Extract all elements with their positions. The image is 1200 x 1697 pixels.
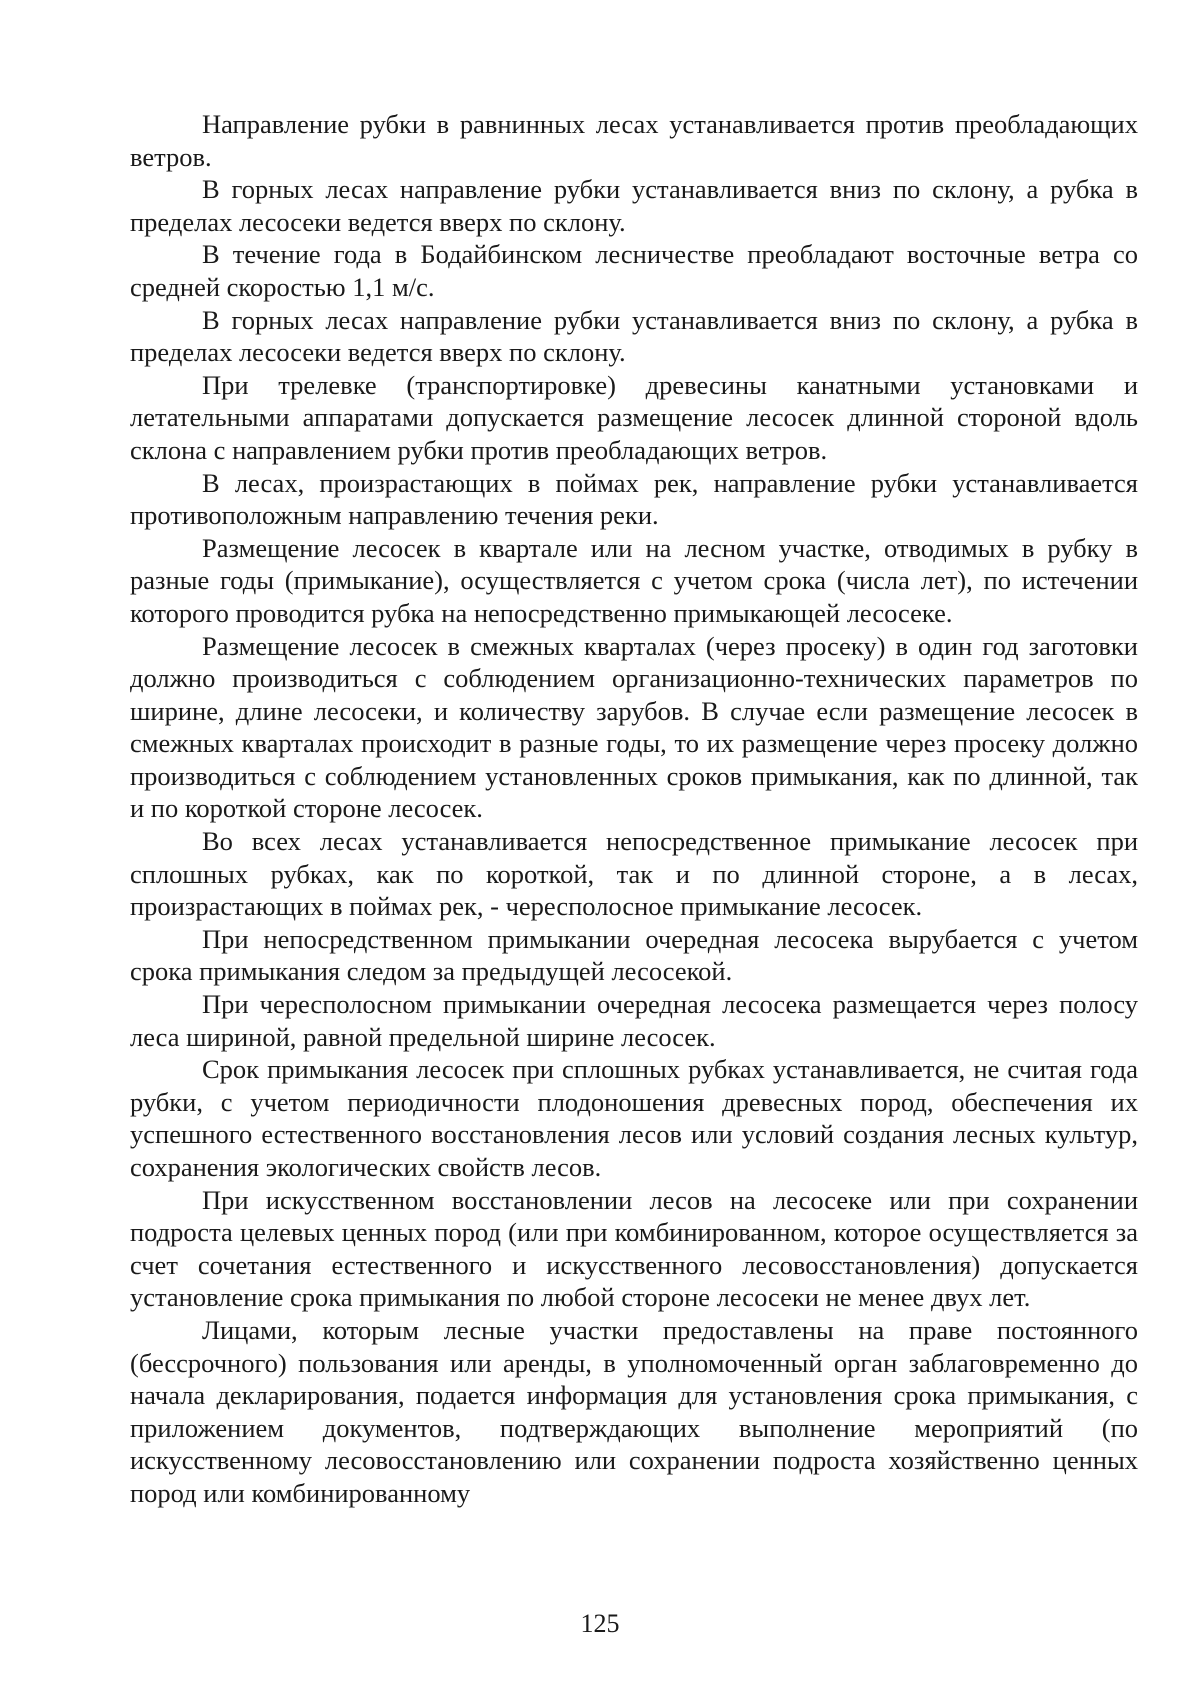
paragraph-mountain-forests: В горных лесах направление рубки устанавливается вниз по склону, а рубка в пределах лесосеки ведется вверх по склону.: [130, 174, 1138, 237]
paragraph-mountain-forests-repeat: В горных лесах направление рубки устанавливается вниз по склону, а рубка в пределах лесосеки ведется вверх по склону.: [130, 304, 1138, 368]
document-body: [130, 108, 1138, 1510]
paragraph-direct-adjacency: Во всех лесах устанавливается непосредственное примыкание лесосек при сплошных рубках, как по короткой, так и по длинной стороне, а в лесах, произрастающих в поймах рек, - чересполосное примыкание лесосек.: [130, 826, 1138, 922]
paragraph-adjacent-quarters: Размещение лесосек в смежных кварталах (через просеку) в один год заготовки должно производиться с соблюдением организационно-технических параметров по ширине, длине лесосеки, и количеству зарубов. В случае если размещение лесосек в смежных кварталах происходит в разные годы, то их размещение через просеку должно производиться с соблюдением установленных сроков примыкания, как по длинной, так и по короткой стороне лесосек.: [130, 630, 1138, 824]
page-number: 125: [580, 1609, 620, 1638]
paragraph-adjacency-term: Срок примыкания лесосек при сплошных рубках устанавливается, не считая года рубки, с учетом периодичности плодоношения древесных пород, обеспечения их успешного естественного восстановления лесов или условий создания лесных культур, сохранения экологических свойств лесов.: [130, 1054, 1138, 1182]
paragraph-artificial-restoration: При искусственном восстановлении лесов на лесосеке или при сохранении подроста целевых ценных пород (или при комбинированном, которое осуществляется за счет сочетания естественного и искусственного лесовосстановления) допускается установление срока примыкания по любой стороне лесосеки не менее двух лет.: [130, 1184, 1138, 1313]
paragraph-prevailing-winds: В течение года в Бодайбинском лесничестве преобладают восточные ветра со средней скоростью 1,1 м/с.: [130, 239, 1138, 302]
paragraph-strip-adjacency: При чересполосном примыкании очередная лесосека размещается через полосу леса шириной, равной предельной ширине лесосек.: [130, 989, 1138, 1052]
paragraph-cutting-direction-plains: Направление рубки в равнинных лесах устанавливается против преобладающих ветров.: [130, 109, 1138, 172]
paragraph-floodplains: В лесах, произрастающих в поймах рек, направление рубки устанавливается противоположным направлению течения реки.: [130, 467, 1138, 531]
paragraph-skidding: При трелевке (транспортировке) древесины канатными установками и летательными аппаратами допускается размещение лесосек длинной стороной вдоль склона с направлением рубки против преобладающих ветров.: [130, 369, 1138, 465]
paragraph-lease-holders: Лицами, которым лесные участки предоставлены на праве постоянного (бессрочного) пользования или аренды, в уполномоченный орган заблаговременно до начала декларирования, подается информация для установления срока примыкания, с приложением документов, подтверждающих выполнение мероприятий (по искусственному лесовосстановлению или сохранении подроста хозяйственно ценных пород или комбинированному: [130, 1314, 1138, 1508]
paragraph-adjacency: Размещение лесосек в квартале или на лесном участке, отводимых в рубку в разные годы (примыкание), осуществляется с учетом срока (числа лет), по истечении которого проводится рубка на непосредственно примыкающей лесосеке.: [130, 532, 1138, 628]
paragraph-direct-adjacency-order: При непосредственном примыкании очередная лесосека вырубается с учетом срока примыкания следом за предыдущей лесосекой.: [130, 923, 1138, 987]
